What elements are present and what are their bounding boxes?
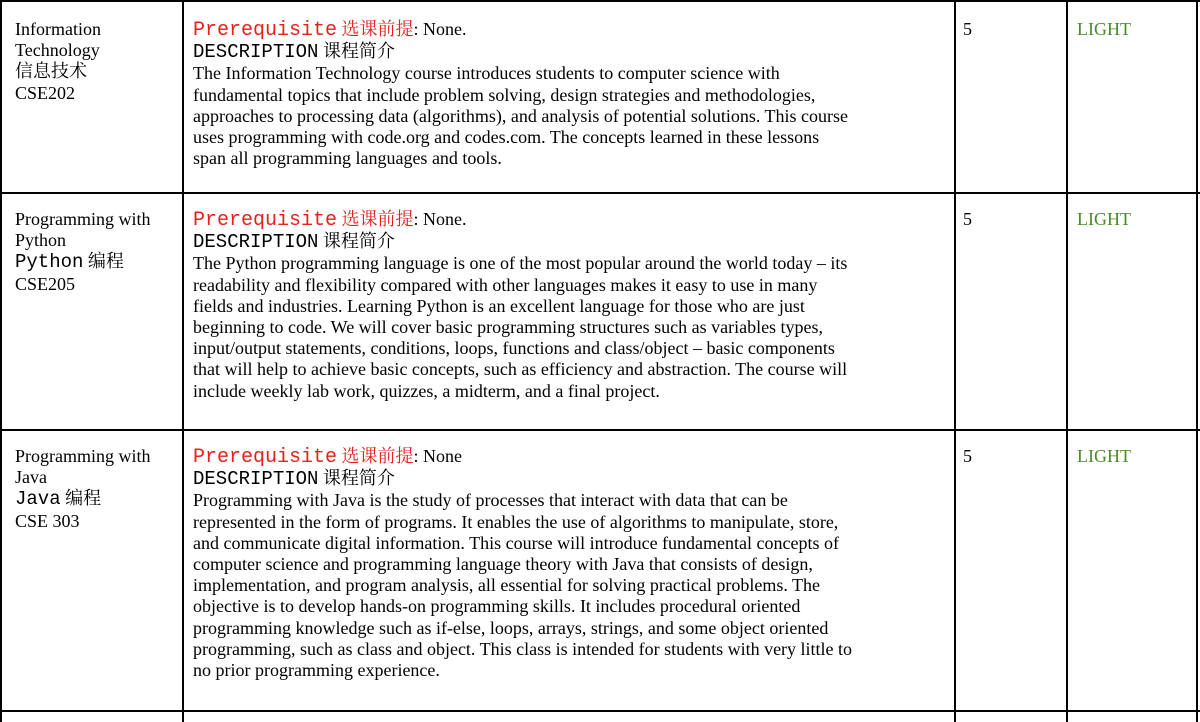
prerequisite-line	[193, 446, 953, 468]
course-credits: 5	[963, 19, 972, 39]
course-name-chinese-line	[15, 488, 177, 510]
course-name-line: Technology	[15, 40, 100, 61]
description-label-chinese: 课程简介	[318, 41, 395, 62]
prerequisite-label-chinese: 选课前提	[341, 446, 414, 466]
course-name-chinese: 编程	[83, 251, 124, 272]
description-text-line: approaches to processing data (algorithms), and analysis of potential solutions. This course	[193, 105, 849, 126]
description-text-line: span all programming languages and tools.	[193, 148, 502, 169]
course-name-line: Java	[15, 467, 47, 488]
prerequisite-line	[193, 209, 953, 231]
description-text-line: programming knowledge such as if-else, loops, arrays, strings, and some object oriented	[193, 617, 829, 638]
prerequisite-value: : None.	[413, 19, 467, 39]
description-label: DESCRIPTION	[193, 468, 319, 491]
prerequisite-value: : None.	[413, 209, 467, 229]
course-name-language: Python	[15, 251, 84, 274]
description-label-chinese: 课程简介	[318, 231, 395, 252]
description-text-line: The Python programming language is one of the most popular around the world today – its	[193, 253, 848, 274]
description-text-line: programming, such as class and object. This class is intended for students with very little to	[193, 638, 853, 659]
prerequisite-label: Prerequisite	[193, 19, 338, 42]
row-divider	[0, 429, 1200, 431]
course-name-chinese: 信息技术	[15, 61, 87, 82]
column-divider	[1196, 0, 1198, 722]
course-level: LIGHT	[1077, 19, 1131, 39]
course-name-line: Programming with	[15, 209, 151, 229]
prerequisite-value: : None	[413, 446, 463, 466]
description-text-line: implementation, and program analysis, all essential for solving practical problems. The	[193, 575, 821, 596]
description-text-line: represented in the form of programs. It enables the use of algorithms to manipulate, store,	[193, 511, 839, 532]
course-code: CSE202	[15, 82, 76, 103]
course-credits: 5	[963, 209, 972, 229]
description-text-line: fields and industries. Learning Python is an excellent language for those who are just	[193, 295, 805, 316]
course-description-cell	[193, 19, 953, 169]
description-text-line: uses programming with code.org and codes.com. The concepts learned in these lessons	[193, 127, 820, 148]
description-text-line: and communicate digital information. This course will introduce fundamental concepts of	[193, 532, 839, 553]
description-label: DESCRIPTION	[193, 41, 319, 64]
prerequisite-label: Prerequisite	[193, 446, 338, 469]
description-heading	[193, 41, 953, 63]
description-text-line: The Information Technology course introduces students to computer science with	[193, 63, 780, 84]
description-text-line: input/output statements, conditions, loops, functions and class/object – basic components	[193, 338, 835, 359]
course-code: CSE205	[15, 273, 76, 294]
description-text-line: readability and flexibility compared with other languages makes it easy to use in many	[193, 274, 818, 295]
row-divider	[0, 710, 1200, 712]
course-name-language: Java	[15, 488, 61, 511]
column-divider	[0, 0, 2, 722]
course-name-cell	[15, 19, 177, 104]
course-name-chinese-line	[15, 251, 177, 273]
course-name-cell	[15, 446, 177, 532]
prerequisite-label-chinese: 选课前提	[341, 19, 414, 39]
description-text-line: objective is to develop hands-on programming skills. It includes procedural oriented	[193, 596, 801, 617]
row-divider	[0, 0, 1200, 2]
description-text-line: fundamental topics that include problem solving, design strategies and methodologies,	[193, 84, 816, 105]
description-heading	[193, 468, 953, 490]
description-text-line: beginning to code. We will cover basic programming structures such as variables types,	[193, 317, 824, 338]
course-code: CSE 303	[15, 510, 80, 531]
description-text-line: computer science and programming language theory with Java that consists of design,	[193, 554, 813, 575]
course-name-line: Python	[15, 230, 67, 251]
description-heading	[193, 231, 953, 253]
course-name-line: Programming with	[15, 446, 151, 466]
prerequisite-line	[193, 19, 953, 41]
course-name-line: Information	[15, 19, 101, 39]
course-credits: 5	[963, 446, 972, 466]
course-description-cell	[193, 446, 953, 681]
course-name-cell	[15, 209, 177, 295]
prerequisite-label: Prerequisite	[193, 209, 338, 232]
course-level: LIGHT	[1077, 209, 1131, 229]
course-name-chinese: 编程	[60, 488, 102, 509]
column-divider	[954, 0, 956, 722]
description-label-chinese: 课程简介	[318, 468, 395, 489]
description-text-line: include weekly lab work, quizzes, a midterm, and a final project.	[193, 380, 660, 401]
row-divider	[0, 192, 1200, 194]
course-level: LIGHT	[1077, 446, 1131, 466]
description-text-line: Programming with Java is the study of processes that interact with data that can be	[193, 490, 788, 511]
column-divider	[182, 0, 184, 722]
description-label: DESCRIPTION	[193, 231, 319, 254]
column-divider	[1066, 0, 1068, 722]
prerequisite-label-chinese: 选课前提	[341, 209, 414, 229]
course-description-cell	[193, 209, 953, 402]
description-text-line: that will help to achieve basic concepts, such as efficiency and abstraction. The course will	[193, 359, 848, 380]
description-text-line: no prior programming experience.	[193, 660, 440, 681]
